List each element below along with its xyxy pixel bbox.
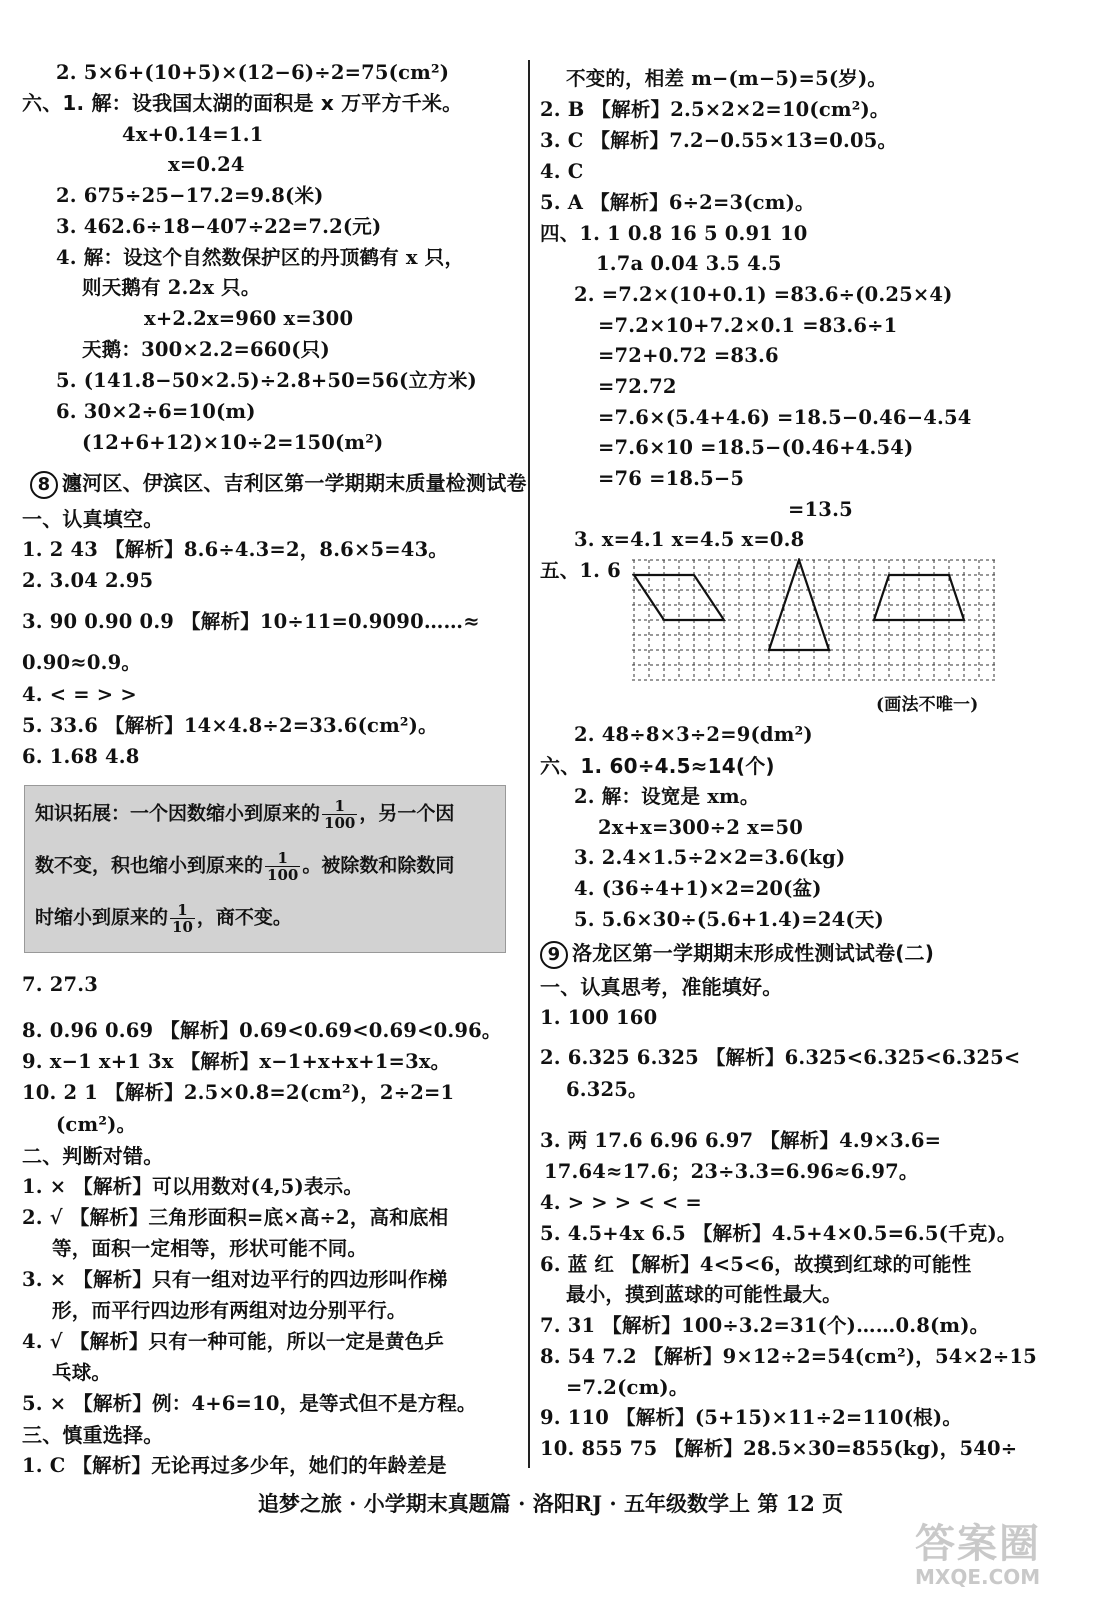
answer-line: 等，面积一定相等，形状可能不同。: [52, 1237, 368, 1260]
answer-line: (cm²)。: [56, 1113, 137, 1136]
answer-line: 4. > > > < < =: [540, 1191, 702, 1214]
page-footer: 追梦之旅 · 小学期末真题篇 · 洛阳RJ · 五年级数学上 第 12 页: [257, 1491, 844, 1516]
answer-line: 1. × 【解析】可以用数对(4,5)表示。: [22, 1175, 364, 1198]
answer-line: 5. 4.5+4x 6.5 【解析】4.5+4×0.5=6.5(千克)。: [540, 1222, 1017, 1245]
answer-line: 6.325。: [566, 1078, 648, 1101]
answer-line: 4. (36÷4+1)×2=20(盆): [574, 877, 822, 900]
answer-line: (12+6+12)×10÷2=150(m²): [82, 431, 384, 454]
fraction: $\frac{1}{100}$: [324, 797, 356, 832]
answer-line: 最小，摸到蓝球的可能性最大。: [566, 1283, 842, 1306]
answer-line: =7.6×(5.4+4.6) =18.5−0.46−4.54: [598, 406, 972, 429]
knowledge-text: 时缩小到原来的: [35, 906, 169, 929]
answer-line: 10. 2 1 【解析】2.5×0.8=2(cm²)，2÷2=1: [22, 1081, 455, 1104]
answer-line: x=0.24: [168, 153, 245, 176]
answer-line: 3. 2.4×1.5÷2×2=3.6(kg): [574, 846, 846, 869]
answer-line: 9. x−1 x+1 3x 【解析】x−1+x+x+1=3x。: [22, 1050, 451, 1073]
answer-line: 4. √ 【解析】只有一种可能，所以一定是黄色乒: [22, 1330, 445, 1353]
answer-line: 不变的，相差 m−(m−5)=5(岁)。: [566, 67, 888, 90]
answer-line: 5. 5.6×30÷(5.6+1.4)=24(天): [574, 908, 884, 931]
answer-line: 天鹅：300×2.2=660(只): [82, 338, 330, 361]
answer-line: 2. B 【解析】2.5×2×2=10(cm²)。: [540, 98, 890, 121]
answer-line: 3. 462.6÷18−407÷22=7.2(元): [56, 215, 382, 238]
knowledge-text: ，另一个因: [359, 802, 455, 825]
fraction: $\frac{1}{100}$: [267, 849, 299, 884]
answer-line: 9. 110 【解析】(5+15)×11÷2=110(根)。: [540, 1406, 963, 1429]
section-title-9: [540, 938, 934, 969]
watermark-text: 答案圈: [915, 1521, 1041, 1567]
answer-line: 乓球。: [52, 1361, 112, 1384]
answer-line: 形，而平行四边形有两组对边分别平行。: [52, 1299, 407, 1322]
answer-line: 五、1. 6: [540, 559, 621, 582]
watermark-logo: [915, 1512, 1041, 1589]
answer-line: 2. 5×6+(10+5)×(12−6)÷2=75(cm²): [56, 61, 450, 84]
answer-line: 2. 6.325 6.325 【解析】6.325<6.325<6.325<: [540, 1046, 1021, 1069]
knowledge-text: 数不变，积也缩小到原来的: [35, 854, 264, 877]
answer-line: =7.2×10+7.2×0.1 =83.6÷1: [598, 314, 898, 337]
answer-line: 2. 3.04 2.95: [22, 569, 154, 592]
answer-line: 1. 100 160: [540, 1006, 658, 1029]
section-title-text: 瀍河区、伊滨区、吉利区第一学期期末质量检测试卷: [62, 471, 527, 495]
answer-line: 4. 解：设这个自然数保护区的丹顶鹤有 x 只，: [56, 246, 465, 269]
answer-line: =13.5: [788, 498, 853, 521]
answer-line: 四、1. 1 0.8 16 5 0.91 10: [540, 222, 808, 245]
answer-line: 7. 27.3: [22, 973, 99, 996]
answer-line: =72+0.72 =83.6: [598, 344, 779, 367]
subsection-heading: 二、判断对错。: [22, 1144, 164, 1168]
answer-line: 5. A 【解析】6÷2=3(cm)。: [540, 191, 815, 214]
section-title-text: 洛龙区第一学期期末形成性测试试卷(二): [572, 941, 935, 965]
answer-line: 则天鹅有 2.2x 只。: [82, 276, 261, 299]
answer-line: 5. (141.8−50×2.5)÷2.8+50=56(立方米): [56, 369, 477, 392]
fraction: $\frac{1}{10}$: [172, 901, 193, 936]
column-divider: [528, 60, 530, 1468]
answer-line: 4. < = > >: [22, 683, 137, 706]
answer-line: 2x+x=300÷2 x=50: [598, 816, 803, 839]
answer-line: =76 =18.5−5: [598, 467, 745, 490]
answer-line: 2. 解：设宽是 xm。: [574, 785, 760, 808]
answer-line: 6. 1.68 4.8: [22, 745, 140, 768]
answer-line: 3. x=4.1 x=4.5 x=0.8: [574, 528, 805, 551]
grid-figure: [632, 558, 1000, 688]
knowledge-label: 知识拓展：: [35, 802, 131, 825]
answer-line: 3. C 【解析】7.2−0.55×13=0.05。: [540, 129, 898, 152]
answer-line: 3. 两 17.6 6.96 6.97 【解析】4.9×3.6=: [540, 1129, 942, 1152]
section-number-badge: 9: [540, 941, 568, 969]
section-title-8: [30, 468, 527, 499]
answer-line: 7. 31 【解析】100÷3.2=31(个)……0.8(m)。: [540, 1314, 990, 1337]
grid-drawing: [632, 558, 1000, 692]
answer-line: 5. × 【解析】例：4+6=10，是等式但不是方程。: [22, 1392, 477, 1415]
answer-line: 10. 855 75 【解析】28.5×30=855(kg)，540÷: [540, 1437, 1018, 1460]
knowledge-text: 一个因数缩小到原来的: [130, 802, 321, 825]
knowledge-extension-box: [24, 785, 506, 953]
answer-line: =72.72: [598, 375, 677, 398]
answer-line: 1. C 【解析】无论再过多少年，她们的年龄差是: [22, 1454, 447, 1477]
answer-line: 4x+0.14=1.1: [122, 123, 264, 146]
subsection-heading: 一、认真思考，准能填好。: [540, 975, 783, 999]
answer-line: 8. 0.96 0.69 【解析】0.69<0.69<0.69<0.96。: [22, 1019, 502, 1042]
section-heading: 六、1. 解：设我国太湖的面积是 x 万平方千米。: [22, 91, 463, 115]
answer-line: 6. 蓝 红 【解析】4<5<6，故摸到红球的可能性: [540, 1253, 972, 1276]
knowledge-text: ，商不变。: [196, 906, 292, 929]
answer-line: 0.90≈0.9。: [22, 651, 142, 674]
answer-line: 4. C: [540, 160, 584, 183]
answer-line: 5. 33.6 【解析】14×4.8÷2=33.6(cm²)。: [22, 714, 438, 737]
answer-line: =7.2(cm)。: [566, 1376, 689, 1399]
answer-line: 8. 54 7.2 【解析】9×12÷2=54(cm²)，54×2÷15: [540, 1345, 1037, 1368]
answer-line: 2. 48÷8×3÷2=9(dm²): [574, 723, 813, 746]
answer-line: 6. 30×2÷6=10(m): [56, 400, 256, 423]
section-heading: 六、1. 60÷4.5≈14(个): [540, 754, 775, 778]
drawing-note: (画法不唯一): [876, 695, 979, 715]
answer-line: 2. 675÷25−17.2=9.8(米): [56, 184, 324, 207]
answer-line: 1.7a 0.04 3.5 4.5: [596, 252, 782, 275]
answer-line: 2. =7.2×(10+0.1) =83.6÷(0.25×4): [574, 283, 953, 306]
answer-line: =7.6×10 =18.5−(0.46+4.54): [598, 436, 914, 459]
subsection-heading: 三、慎重选择。: [22, 1423, 164, 1447]
answer-line: 17.64≈17.6；23÷3.3=6.96≈6.97。: [544, 1160, 919, 1183]
answer-line: 3. × 【解析】只有一组对边平行的四边形叫作梯: [22, 1268, 448, 1291]
answer-line: 1. 2 43 【解析】8.6÷4.3=2，8.6×5=43。: [22, 538, 449, 561]
answer-line: 2. √ 【解析】三角形面积=底×高÷2，高和底相: [22, 1206, 449, 1229]
section-number-badge: 8: [30, 471, 58, 499]
answer-line: x+2.2x=960 x=300: [144, 307, 354, 330]
watermark-url: MXQE.COM: [915, 1565, 1041, 1589]
answer-line: 3. 90 0.90 0.9 【解析】10÷11=0.9090……≈: [22, 610, 480, 633]
subsection-heading: 一、认真填空。: [22, 507, 164, 531]
knowledge-text: 。被除数和除数同: [302, 854, 455, 877]
